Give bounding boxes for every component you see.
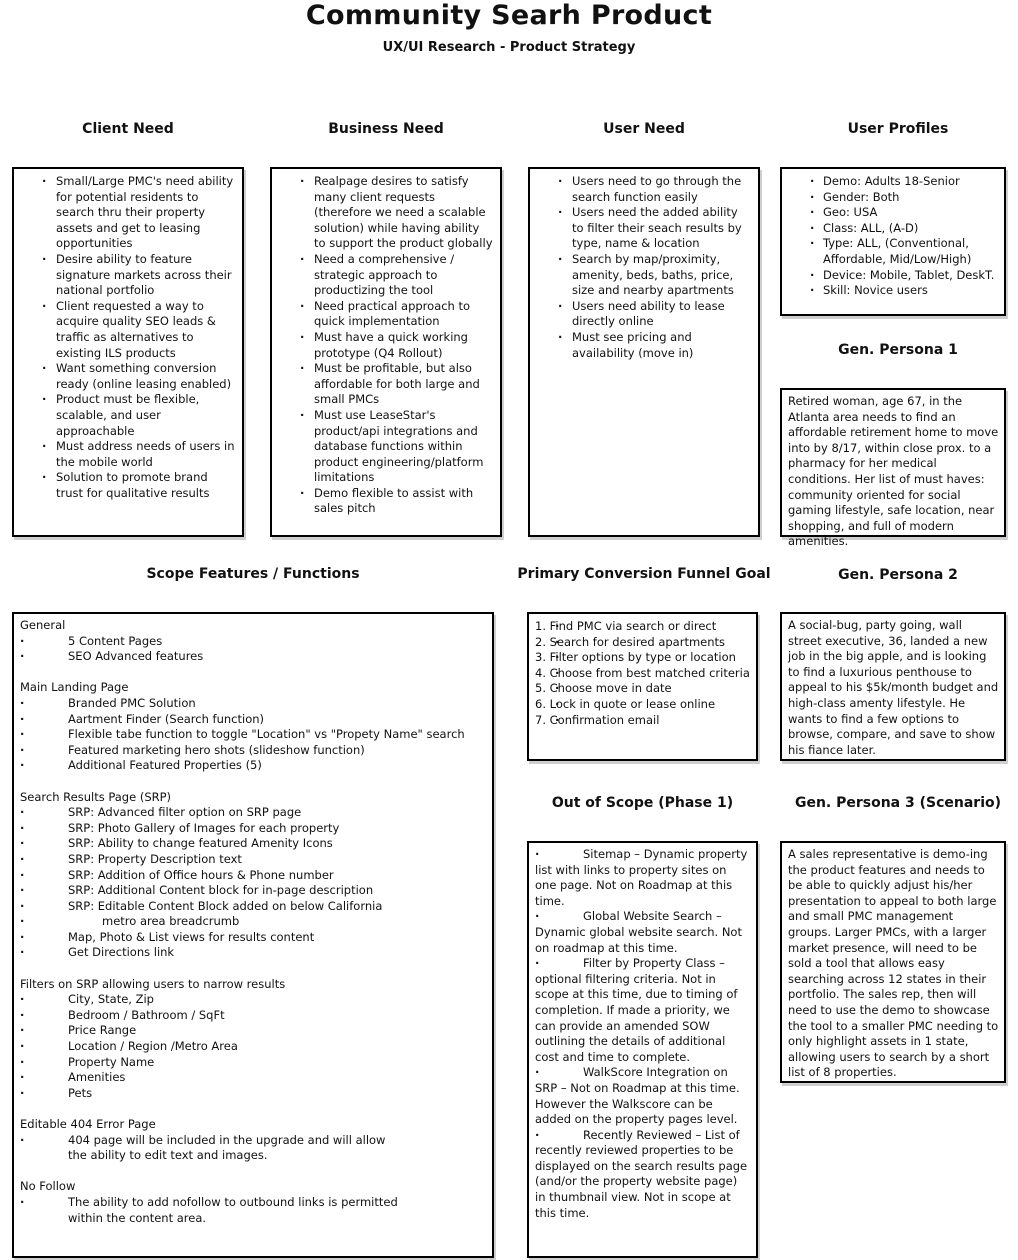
list-item: · SRP: Property Description text (20, 852, 486, 868)
list-item: · Search by map/proximity, amenity, beds, baths, price, size and nearby apartments (538, 252, 752, 299)
list-item: · Aartment Finder (Search function) (20, 712, 486, 728)
list-item: · Must have a quick working prototype (Q4 Rollout) (280, 330, 494, 361)
scope-group-nofollow (20, 1179, 486, 1226)
list-item-continuation: the ability to edit text and images. (68, 1148, 268, 1163)
persona2-text: A social-bug, party going, wall street executive, 36, landed a new job in the big apple, and is looking to find a luxurious penthouse to appeal to his $5k/month budget and high-class amenty lifestyle. He wants to find a few options to browse, compare, and save to show his fiance later. (788, 618, 999, 757)
list-item: · Pets (20, 1086, 486, 1102)
scope-box (12, 612, 494, 1258)
list-item: · 7. Confirmation email (535, 713, 750, 729)
list-item: · Device: Mobile, Tablet, DeskT. (790, 268, 998, 284)
persona3-box (780, 841, 1006, 1083)
list-item: · Must see pricing and availability (move in) (538, 330, 752, 361)
user-need-list (530, 169, 758, 361)
list-item: · 5. Choose move in date (535, 681, 750, 697)
list-item: · Bedroom / Bathroom / SqFt (20, 1008, 486, 1024)
scope-group-404 (20, 1117, 486, 1164)
persona2-heading: Gen. Persona 2 (838, 567, 958, 583)
group-title: General (20, 618, 66, 632)
list-item: · Small/Large PMC's need ability for potential residents to search thru their property assets and get to leasing opportunities (22, 174, 236, 252)
list-item: · Flexible tabe function to toggle "Location" vs "Propety Name" search (20, 727, 486, 743)
list-item: · Geo: USA (790, 205, 998, 221)
list-item: · SRP: Editable Content Block added on below California (20, 899, 486, 915)
persona1-heading: Gen. Persona 1 (838, 342, 958, 358)
list-item: · Sitemap – Dynamic property list with links to property sites on one page. Not on Roadmap at this time. (535, 847, 751, 909)
scope-group-srp (20, 790, 486, 962)
list-item: · Demo flexible to assist with sales pitch (280, 486, 494, 517)
list-item: · Amenities (20, 1070, 486, 1086)
client-need-list (14, 169, 242, 501)
list-item: · Recently Reviewed – List of recently reviewed properties to be displayed on the search results page (and/or the property website page) in thumbnail view. Not in scope at this time. (535, 1128, 751, 1222)
user-profiles-heading: User Profiles (847, 121, 949, 137)
list-item: · 1. Find PMC via search or direct (535, 619, 750, 635)
funnel-box (527, 612, 758, 761)
group-title: No Follow (20, 1179, 76, 1194)
page-subtitle: UX/UI Research - Product Strategy (382, 40, 636, 55)
list-item: · SRP: Addition of Office hours & Phone number (20, 868, 486, 884)
persona3-text: A sales representative is demo-ing the product features and needs to be able to quickly adjust his/her presentation to appeal to both large and small PMC management groups. Larger PMCs, with a larger market presence, will need to be sold a tool that allows easy searching across 12 states in their portfolio. The sales rep, then will need to use the demo to showcase the tool to a smaller PMC needing to only highlight assets in 1 state, allowing users to search by a short list of 8 properties. (788, 847, 999, 1080)
list-item: · Skill: Novice users (790, 283, 998, 299)
list-item: · SEO Advanced features (20, 649, 486, 665)
list-item: · Get Directions link (20, 945, 486, 961)
list-item: · Client requested a way to acquire quality SEO leads & traffic as alternatives to existing ILS products (22, 299, 236, 361)
list-item: · WalkScore Integration on SRP – Not on Roadmap at this time. However the Walkscore can be added on the property pages level. (535, 1065, 751, 1127)
list-item: · Product must be flexible, scalable, and user approachable (22, 392, 236, 439)
list-item: · Branded PMC Solution (20, 696, 486, 712)
scope-heading: Scope Features / Functions (146, 566, 360, 582)
business-need-box (270, 167, 502, 537)
group-title: Search Results Page (SRP) (20, 789, 172, 804)
out-of-scope-box (527, 841, 758, 1258)
list-item: · Users need ability to lease directly online (538, 299, 752, 330)
list-item: · Class: ALL, (A-D) (790, 221, 998, 237)
scope-group-landing (20, 680, 486, 774)
list-item: · Must use LeaseStar's product/api integrations and database functions within product engineering/platform limitations (280, 408, 494, 486)
business-need-heading: Business Need (328, 121, 444, 137)
list-item: · 2. Search for desired apartments (535, 635, 750, 651)
list-item: · Location / Region /Metro Area (20, 1039, 486, 1055)
list-item: · The ability to add nofollow to outbound links is permitted (20, 1195, 486, 1211)
list-item: · Additional Featured Properties (5) (20, 758, 486, 774)
group-title: Filters on SRP allowing users to narrow results (20, 976, 286, 991)
list-item: · Want something conversion ready (online leasing enabled) (22, 361, 236, 392)
list-item: · Map, Photo & List views for results content (20, 930, 486, 946)
group-title: Editable 404 Error Page (20, 1117, 156, 1131)
page-title: Community Searh Product (305, 0, 713, 31)
list-item: · Price Range (20, 1023, 486, 1039)
list-item: · SRP: Ability to change featured Amenity Icons (20, 836, 486, 852)
funnel-heading: Primary Conversion Funnel Goal (517, 566, 771, 582)
list-item: · Type: ALL, (Conventional, Affordable, Mid/Low/High) (790, 236, 998, 267)
list-item: · Filter by Property Class – optional filtering criteria. Not in scope at this time, due to timing of completion. If made a priority, we can provide an amended SOW outlining the details of additional cost and time to complete. (535, 956, 751, 1065)
list-item: · Gender: Both (790, 190, 998, 206)
persona2-box (780, 612, 1006, 761)
user-need-heading: User Need (603, 121, 685, 137)
list-item-continuation: within the content area. (68, 1210, 207, 1225)
list-item: · Solution to promote brand trust for qualitative results (22, 470, 236, 501)
user-profiles-box (780, 167, 1006, 316)
list-item: · Must be profitable, but also affordable for both large and small PMCs (280, 361, 494, 408)
list-item: · SRP: Additional Content block for in-page description (20, 883, 486, 899)
list-item: · 5 Content Pages (20, 634, 486, 650)
list-item: · Property Name (20, 1055, 486, 1071)
out-of-scope-heading: Out of Scope (Phase 1) (551, 795, 734, 811)
funnel-list (529, 614, 756, 728)
list-item: · Need practical approach to quick implementation (280, 299, 494, 330)
persona1-box (780, 388, 1006, 549)
list-item: · Users need the added ability to filter their seach results by type, name & location (538, 205, 752, 252)
group-title: Main Landing Page (20, 680, 129, 695)
persona1-text: Retired woman, age 67, in the Atlanta area needs to find an affordable retirement home to move into by 8/17, within close prox. to a pharmacy for her medical conditions. Her list of must haves: community oriented for social gaming lifestyle, safe location, near shopping, and full of modern amenities. (788, 394, 999, 549)
list-item: · Users need to go through the search function easily (538, 174, 752, 205)
persona3-heading: Gen. Persona 3 (Scenario) (794, 795, 1002, 811)
list-item: · Must address needs of users in the mobile world (22, 439, 236, 470)
list-item: · City, State, Zip (20, 992, 486, 1008)
list-item: · Featured marketing hero shots (slideshow function) (20, 743, 486, 759)
list-item: · Desire ability to feature signature markets across their national portfolio (22, 252, 236, 299)
list-item: · 4. Choose from best matched criteria (535, 666, 750, 682)
user-need-box (528, 167, 760, 537)
list-item: · 6. Lock in quote or lease online (535, 697, 750, 713)
client-need-heading: Client Need (82, 121, 174, 137)
list-item-continuation: · metro area breadcrumb (20, 914, 486, 930)
list-item: · Demo: Adults 18-Senior (790, 174, 998, 190)
business-need-list (272, 169, 500, 517)
user-profiles-list (782, 169, 1004, 299)
list-item: · Need a comprehensive / strategic approach to productizing the tool (280, 252, 494, 299)
client-need-box (12, 167, 244, 537)
scope-group-filters (20, 977, 486, 1102)
list-item: · 3. Filter options by type or location (535, 650, 750, 666)
list-item: · Realpage desires to satisfy many client requests (therefore we need a scalable solution) while having ability to support the product globally (280, 174, 494, 252)
scope-group-general (20, 618, 486, 665)
list-item: · 404 page will be included in the upgrade and will allow (20, 1133, 486, 1149)
list-item: · SRP: Advanced filter option on SRP page (20, 805, 486, 821)
list-item: · Global Website Search – Dynamic global website search. Not on roadmap at this time. (535, 909, 751, 956)
list-item: · SRP: Photo Gallery of Images for each property (20, 821, 486, 837)
